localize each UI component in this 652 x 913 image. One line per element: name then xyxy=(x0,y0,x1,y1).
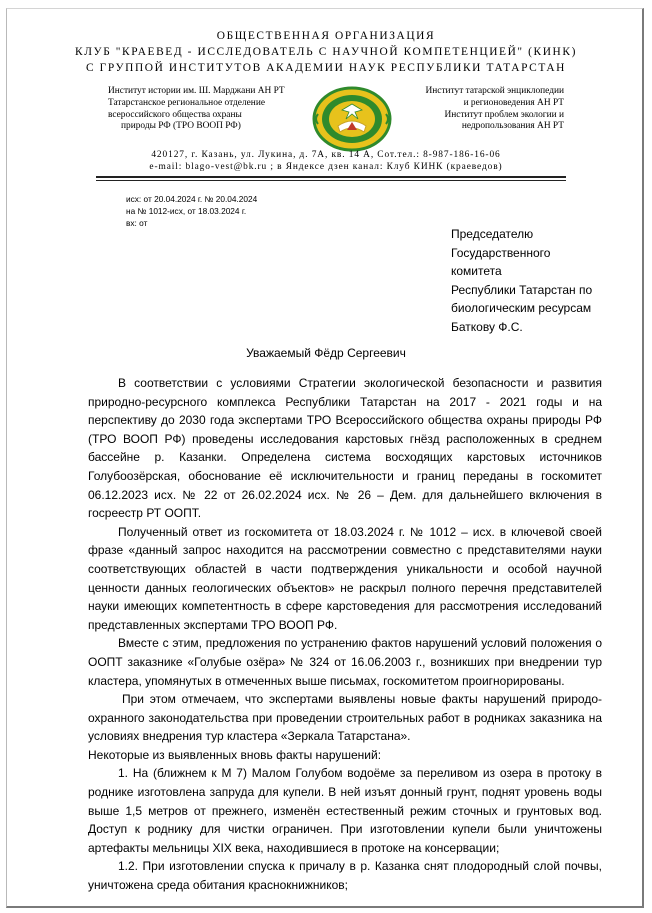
addressee-line: Республики Татарстан по xyxy=(451,282,593,297)
right-institute-line: Институт татарской энциклопедии xyxy=(425,86,564,96)
left-institute-line: Институт истории им. Ш. Марджани АН РТ xyxy=(108,86,285,96)
addressee-block xyxy=(451,225,601,336)
addressee-line: Баткову Ф.С. xyxy=(451,319,523,334)
institutes-group: С ГРУППОЙ ИНСТИТУТОВ АКАДЕМИИ НАУК РЕСПУБЛИКИ ТАТАРСТАН xyxy=(86,62,566,74)
paragraph-strategy: В соответствии с условиями Стратегии экологической безопасности и развития природно-ресурсного комплекса Республики Татарстан на 2017 - 2021 годы и на перспективу до 2030 года экспертами ТРО Всероссийского общества охраны природы РФ (ТРО ВООП РФ) проведены исследования карстовых гнёзд расположенных в среднем бассейне р. Казанки. Определена система восходящих карстовых источников Голубоозёрская, обоснование её исключительности и границ переданы в госкомитет 06.12.2023 исх. № 22 от 26.02.2024 исх. № 26 – Дем. для дальнейшего включения в госреестр РТ ООПТ. xyxy=(88,376,602,521)
letter-body xyxy=(88,374,602,895)
club-name: КЛУБ "КРАЕВЕД - ИССЛЕДОВАТЕЛЬ С НАУЧНОЙ КОМПЕТЕНЦИЕЙ" (КИНК) xyxy=(75,46,577,58)
right-institute-line: недропользования АН РТ xyxy=(461,121,564,132)
right-institute-line: Институт проблем экологии и xyxy=(444,109,564,120)
addressee-line: биологическим ресурсам xyxy=(451,301,592,315)
outgoing-ref: исх: от 20.04.2024 г. № 20.04.2024 xyxy=(126,194,258,204)
right-institute-line: и регионоведения АН РТ xyxy=(463,97,564,108)
paragraph-list-intro: Некоторые из выявленных вновь факты нарушений: xyxy=(88,747,382,762)
addressee-line: Председателю xyxy=(451,227,534,241)
right-institutes xyxy=(426,86,565,133)
salutation: Уважаемый Фёдр Сергеевич xyxy=(246,346,406,360)
contact-email: e-mail: blago-vest@bk.ru ; в Яндексе дзен канал: Клуб КИНК (краеведов) xyxy=(149,162,503,172)
postal-address: 420127, г. Казань, ул. Лукина, д. 7А, кв. 14 А, Сот.тел.: 8-987-186-16-06 xyxy=(151,150,501,160)
club-emblem-icon xyxy=(312,86,392,152)
left-institutes xyxy=(108,86,285,133)
paragraph-proposals: Вместе с этим, предложения по устранению фактов нарушений условий положения о ООПТ заказнике «Голубые озёра» № 324 от 16.06.2003 г., возникших при внедрении тур кластера, упомянутых в отмеченных выше письмах, госкомитетом проигнорированы. xyxy=(88,636,602,688)
incoming-ref: вх: от xyxy=(126,218,148,228)
paragraph-response: Полученный ответ из госкомитета от 18.03.2024 г. № 1012 – исх. в ключевой своей фразе «данный запрос находится на рассмотрении совместно с представителями науки соответствующих областей в части подтверждения уникальности и особой научной ценности данных геологических объектов» не раскрыл полного перечня представителей науки имеющих компетентность в сфере карстоведения для рассмотрения исследований представленных экспертами ТРО ВООП РФ. xyxy=(88,524,602,632)
violation-item-1-2: 1.2. При изготовлении спуска к причалу в р. Казанка снят плодородный слой почвы, уничтожена среда обитания краснокнижников; xyxy=(88,859,602,893)
org-title: ОБЩЕСТВЕННАЯ ОРГАНИЗАЦИЯ xyxy=(216,30,436,42)
left-institute-line: Татарстанское региональное отделение xyxy=(108,97,266,108)
violation-item-1: 1. На (ближнем к М 7) Малом Голубом водоёме за переливом из озера в протоку в роднике изготовлена запруда для купели. В ней изъят донный грунт, поднят уровень воды выше 1,5 метров от прежнего, изменён естественный режим сточных и грунтовых вод. Доступ к роднику для чистки ограничен. При изготовлении купели были уничтожены артефакты мельницы XIX века, находившиеся в протоке на консервации; xyxy=(88,766,602,855)
header-rule-thin xyxy=(96,180,566,181)
paragraph-new-violations: При этом отмечаем, что экспертами выявлены новые факты нарушений природо-охранного законодательства при проведении строительных работ в родниках заказника на условиях внедрения тур кластера «Зеркала Татарстана». xyxy=(88,692,602,744)
left-institute-line: природы РФ (ТРО ВООП РФ) xyxy=(121,121,241,132)
reply-to-ref: на № 1012-исх, от 18.03.2024 г. xyxy=(126,206,247,216)
left-institute-line: всероссийского общества охраны xyxy=(108,109,242,120)
addressee-line: Государственного комитета xyxy=(451,245,551,278)
header-rule-thick xyxy=(96,176,566,178)
